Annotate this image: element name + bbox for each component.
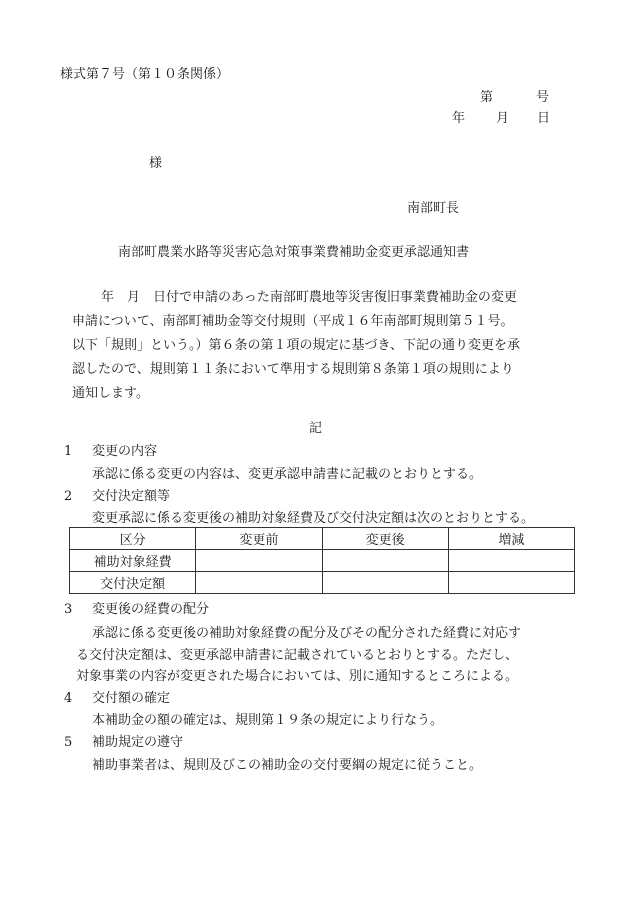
row-label-grant-amount: 交付決定額	[70, 572, 196, 594]
row-label-eligible-expenses: 補助対象経費	[70, 550, 196, 572]
section-1-heading: 変更の内容	[92, 444, 158, 459]
cell-before	[196, 572, 322, 594]
section-3-text-line: 承認に係る変更後の補助対象経費の配分及びその配分された経費に対応す	[92, 626, 522, 641]
table-header-before: 変更前	[196, 528, 322, 550]
date-year: 年	[452, 111, 466, 126]
table-row	[70, 550, 575, 572]
addressee-suffix: 様	[149, 156, 163, 171]
section-3-text-line: る交付決定額は、変更承認申請書に記載されているとおりとする。ただし、	[76, 648, 519, 663]
section-4-text: 本補助金の額の確定は、規則第１９条の規定により行なう。	[92, 713, 444, 728]
table-header-row	[70, 528, 575, 550]
body-line: 通知します。	[72, 386, 149, 401]
table-row	[70, 572, 575, 594]
table-header-after: 変更後	[322, 528, 448, 550]
date-day: 日	[537, 111, 551, 126]
cell-before	[196, 550, 322, 572]
body-line: 申請について、南部町補助金等交付規則（平成１６年南部町規則第５１号。	[72, 314, 514, 329]
section-1-number: 1	[64, 444, 73, 459]
form-number: 様式第７号（第１０条関係）	[60, 67, 230, 82]
cell-after	[322, 550, 448, 572]
section-2-number: 2	[64, 489, 73, 504]
section-5-heading: 補助規定の遵守	[92, 735, 184, 750]
cell-after	[322, 572, 448, 594]
date-month: 月	[496, 111, 510, 126]
cell-difference	[448, 550, 574, 572]
issuer-name: 南部町長	[407, 201, 460, 216]
section-3-number: 3	[64, 602, 73, 617]
body-paragraph	[72, 286, 572, 406]
document-number-suffix: 号	[536, 90, 550, 105]
body-line: 以下「規則」という。）第６条の第１項の規定に基づき、下記の通り変更を承	[72, 338, 520, 353]
section-4-heading: 交付額の確定	[92, 691, 171, 706]
section-3-heading: 変更後の経費の配分	[92, 602, 210, 617]
amounts-table	[69, 527, 575, 594]
table-header-category: 区分	[70, 528, 196, 550]
document-number-prefix: 第	[480, 90, 494, 105]
cell-difference	[448, 572, 574, 594]
body-line: 認したので、規則第１１条において準用する規則第８条第１項の規則により	[72, 362, 514, 377]
section-3-text-line: 対象事業の内容が変更された場合においては、別に通知するところによる。	[76, 669, 519, 684]
section-5-number: 5	[64, 735, 73, 750]
section-2-text: 変更承認に係る変更後の補助対象経費及び交付決定額は次のとおりとする。	[92, 511, 535, 526]
section-2-heading: 交付決定額等	[92, 489, 171, 504]
table-header-difference: 増減	[448, 528, 574, 550]
document-title: 南部町農業水路等災害応急対策事業費補助金変更承認通知書	[118, 245, 470, 260]
section-4-number: 4	[64, 691, 73, 706]
section-1-text: 承認に係る変更の内容は、変更承認申請書に記載のとおりとする。	[92, 467, 483, 482]
body-line: 年 月 日付で申請のあった南部町農地等災害復旧事業費補助金の変更	[88, 290, 517, 305]
ki-heading: 記	[309, 421, 323, 436]
section-5-text: 補助事業者は、規則及びこの補助金の交付要綱の規定に従うこと。	[92, 758, 483, 773]
